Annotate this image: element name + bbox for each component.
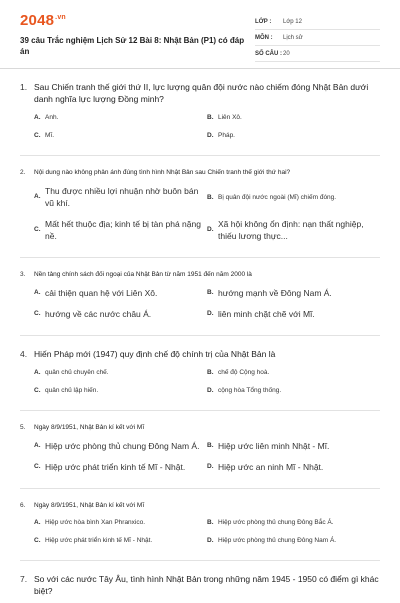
answer-options <box>20 287 380 329</box>
question-number: 6. <box>20 502 26 509</box>
question-item <box>20 489 380 561</box>
question-number: 1. <box>20 82 28 92</box>
answer-option[interactable] <box>207 461 380 473</box>
option-text: Mĩ. <box>45 132 55 139</box>
option-letter: C. <box>34 226 41 233</box>
question-item <box>20 336 380 411</box>
answer-option[interactable] <box>34 113 207 122</box>
question-text: Ngày 8/9/1951, Nhật Bản kí kết với Mĩ <box>34 502 145 509</box>
option-text: liên minh chặt chẽ với Mĩ. <box>218 309 315 319</box>
page-header <box>0 0 400 69</box>
option-letter: D. <box>207 387 214 394</box>
option-text: cộng hòa Tổng thống. <box>218 387 282 394</box>
option-letter: D. <box>207 537 214 544</box>
option-text: hướng về các nước châu Á. <box>45 309 152 319</box>
option-text: Anh. <box>45 114 59 121</box>
answer-options <box>20 518 380 554</box>
answer-option[interactable] <box>207 131 380 140</box>
meta-label: SỐ CÂU : <box>255 50 282 57</box>
answer-option[interactable] <box>34 368 207 377</box>
answer-option[interactable] <box>207 518 380 527</box>
option-text: Mất hết thuộc địa; kinh tế bị tàn phá nặng nề. <box>45 219 201 241</box>
option-letter: C. <box>34 463 41 470</box>
question-text: Ngày 8/9/1951, Nhật Bản kí kết với Mĩ <box>34 424 145 431</box>
answer-option[interactable] <box>34 536 207 545</box>
meta-row-class <box>255 14 380 30</box>
meta-value: Lớp 12 <box>283 18 302 25</box>
question-number: 2. <box>20 169 26 176</box>
option-letter: D. <box>207 132 214 139</box>
option-text: Hiệp ước an ninh Mĩ - Nhật. <box>218 462 324 472</box>
option-text: quân chủ chuyên chế. <box>45 369 109 376</box>
quiz-title: 39 câu Trắc nghiệm Lịch Sử 12 Bài 8: Nhật Bản (P1) có đáp án <box>20 36 245 56</box>
question-item <box>20 561 380 603</box>
option-text: Liên Xô. <box>218 114 242 121</box>
answer-options <box>20 368 380 404</box>
answer-option[interactable] <box>207 113 380 122</box>
answer-option[interactable] <box>34 440 207 452</box>
option-letter: D. <box>207 463 214 470</box>
question-text: So với các nước Tây Âu, tình hình Nhật Bản trong những năm 1945 - 1950 có điểm gì khác biệt? <box>34 574 379 596</box>
option-text: Hiệp ước phòng thủ chung Đông Nam Á. <box>45 441 200 451</box>
answer-option[interactable] <box>207 386 380 395</box>
option-letter: C. <box>34 310 41 317</box>
logo-text: 2048 <box>20 12 55 29</box>
option-letter: B. <box>207 519 214 526</box>
question-item <box>20 156 380 258</box>
answer-options <box>20 440 380 482</box>
meta-value: 20 <box>283 50 290 57</box>
quiz-meta <box>255 14 380 62</box>
meta-row-subject <box>255 30 380 46</box>
option-text: cải thiện quan hệ với Liên Xô. <box>45 288 158 298</box>
answer-option[interactable] <box>207 536 380 545</box>
question-item <box>20 258 380 336</box>
answer-option[interactable] <box>34 386 207 395</box>
option-text: Hiệp ước hòa bình Xan Phranxico. <box>45 519 146 526</box>
answer-option[interactable] <box>34 308 207 320</box>
question-text: Nền tảng chính sách đối ngoại của Nhật Bản từ năm 1951 đến năm 2000 là <box>34 271 252 278</box>
answer-option[interactable] <box>34 131 207 140</box>
logo-suffix: .vn <box>55 14 66 21</box>
option-letter: A. <box>34 519 41 526</box>
meta-value: Lịch sử <box>283 34 303 41</box>
answer-option[interactable] <box>34 287 207 299</box>
option-letter: B. <box>207 369 214 376</box>
meta-row-count <box>255 46 380 62</box>
option-text: Pháp. <box>218 132 235 139</box>
question-number: 4. <box>20 349 28 359</box>
option-text: Hiệp ước phòng thủ chung Đông Bắc Á. <box>218 519 334 526</box>
answer-option[interactable] <box>34 518 207 527</box>
option-letter: A. <box>34 289 41 296</box>
option-letter: B. <box>207 114 214 121</box>
option-letter: A. <box>34 193 41 200</box>
question-item <box>20 411 380 489</box>
option-letter: A. <box>34 114 41 121</box>
option-letter: D. <box>207 226 214 233</box>
question-text: Sau Chiến tranh thế giới thứ II, lực lượng quân đội nước nào chiếm đóng Nhật Bản dưới danh nghĩa lực lượng Đồng minh? <box>34 82 369 104</box>
option-text: Thu được nhiều lợi nhuận nhờ buôn bán vũ khí. <box>45 186 199 208</box>
option-text: Hiệp ước phát triển kinh tế Mĩ - Nhật. <box>45 462 186 472</box>
site-logo[interactable] <box>20 12 66 29</box>
answer-option[interactable] <box>34 185 207 209</box>
answer-option[interactable] <box>207 440 380 452</box>
question-text: Hiến Pháp mới (1947) quy định chế độ chính trị của Nhật Bản là <box>34 349 276 359</box>
option-text: Bị quân đội nước ngoài (Mĩ) chiếm đóng. <box>218 193 337 201</box>
option-letter: B. <box>207 442 214 449</box>
option-letter: B. <box>207 193 214 201</box>
answer-option[interactable] <box>34 461 207 473</box>
answer-option[interactable] <box>207 218 380 242</box>
option-text: quân chủ lập hiến. <box>45 387 99 394</box>
answer-option[interactable] <box>207 287 380 299</box>
option-letter: C. <box>34 132 41 139</box>
option-letter: A. <box>34 369 41 376</box>
option-text: chế độ Cộng hoà. <box>218 369 270 376</box>
option-letter: C. <box>34 387 41 394</box>
question-number: 3. <box>20 271 26 278</box>
question-number: 5. <box>20 424 26 431</box>
meta-label: LỚP : <box>255 18 272 25</box>
option-text: Hiệp ước liên minh Nhật - Mĩ. <box>218 441 330 451</box>
option-text: Hiệp ước phòng thủ chung Đông Nam Á. <box>218 537 337 544</box>
answer-option[interactable] <box>207 308 380 320</box>
option-text: hướng mạnh về Đông Nam Á. <box>218 288 332 298</box>
option-letter: B. <box>207 289 214 296</box>
option-letter: C. <box>34 537 41 544</box>
option-letter: A. <box>34 442 41 449</box>
option-text: Hiệp ước phát triển kinh tế Mĩ - Nhật. <box>45 537 153 544</box>
option-letter: D. <box>207 310 214 317</box>
answer-options <box>20 113 380 149</box>
answer-option[interactable] <box>207 368 380 377</box>
answer-option[interactable] <box>34 218 207 242</box>
question-list <box>0 69 400 603</box>
option-text: Xã hội không ổn định: nạn thất nghiệp, thiếu lương thực... <box>218 219 364 241</box>
question-number: 7. <box>20 574 28 584</box>
answer-options <box>20 185 380 251</box>
question-text: Nội dung nào không phản ánh đúng tình hình Nhật Bản sau Chiến tranh thế giới thứ hai? <box>34 169 291 176</box>
meta-label: MÔN : <box>255 34 273 41</box>
question-item <box>20 69 380 156</box>
answer-option[interactable] <box>207 185 380 209</box>
